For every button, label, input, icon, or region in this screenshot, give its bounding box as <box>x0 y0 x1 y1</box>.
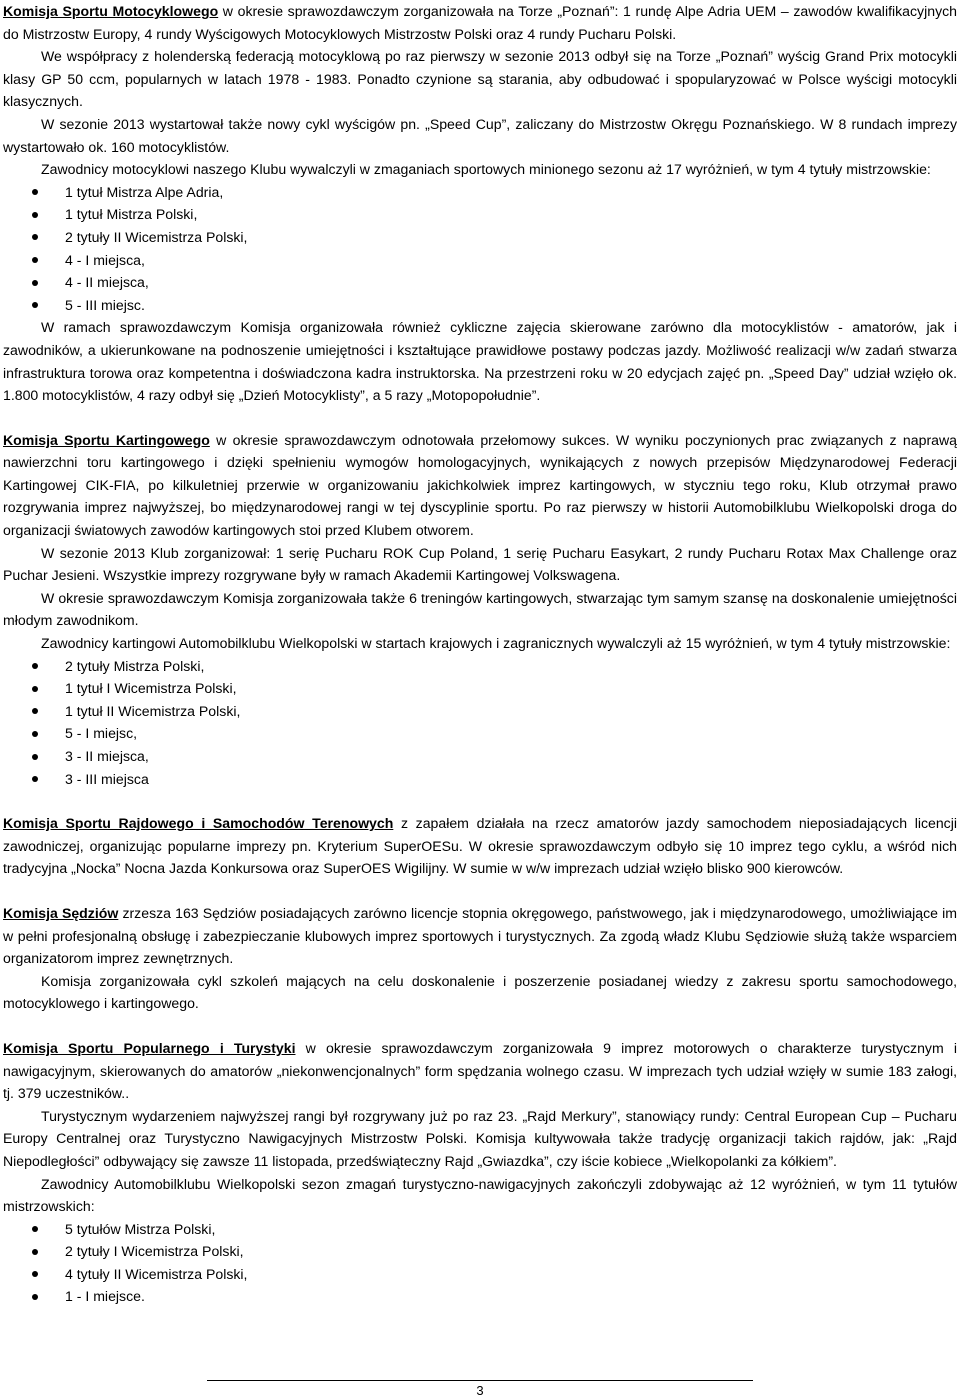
list-item: 5 tytułów Mistrza Polski, <box>3 1218 957 1241</box>
list-item: 1 tytuł I Wicemistrza Polski, <box>3 677 957 700</box>
karting-intro-text: w okresie sprawozdawczym odnotowała przełomowy sukces. W wyniku poczynionych prac związanych z naprawą nawierzchni toru kartingowego i dzięki spełnieniu wymogów homologacyjnych, wynikających z nowych przepisów Międzynarodowej Federacji Kartingowej CIK-FIA, po kilkuletniej przerwie w organizowaniu jakichkolwiek imprez kartingowych, w styczniu tego roku, Klub otrzymał prawo rozgrywania imprez najwyższej, bo międzynarodowej rangi w tej dyscyplinie sportu. Po raz pierwszy w historii Automobilklubu Wielkopolski droga do organizacji światowych zawodów kartingowych stoi przed Klubem otworem. <box>3 431 957 539</box>
bullet-icon <box>32 663 38 669</box>
section-spacer <box>3 407 957 429</box>
karting-paragraph-trainings: W okresie sprawozdawczym Komisja zorganizowała także 6 treningów kartingowych, stwarzając tym samym szansę na doskonalenie umiejętności młodym zawodnikom. <box>3 589 957 629</box>
rally-intro-text: z zapałem działała na rzecz amatorów jazdy samochodem nieposiadających licencji zawodniczej, organizując popularne imprezy pn. Kryterium SuperOESu. W okresie sprawozdawczym odbyło się 10 imprez tego cyklu, a wśród nich tradycyjna „Nocka” Nocna Jazda Konkursowa oraz SuperOES Wigilijny. W sumie w w/w imprezach udział wzięło blisko 900 kierowców. <box>3 815 957 877</box>
tourism-paragraph-rajd-merkury: Turystycznym wydarzeniem najwyższej rangi był rozgrywany już po raz 23. „Rajd Merkury”, stanowiący rundy: Central European Cup – Pucharu Europy Centralnej oraz Turystyczno Nawigacyjnych Mistrzostw Polski. Komisja kultywowała także tradycję organizacji takich rajdów, jak: „Rajd Niepodległości” odbywający się zawsze 11 listopada, przedświąteczny Rajd „Gwiazdka”, czy iście kobiece „Wielkopolanki za kółkiem”. <box>3 1107 957 1169</box>
bullet-icon <box>32 234 38 240</box>
list-item: 5 - III miejsc. <box>3 294 957 317</box>
list-item: 1 - I miejsce. <box>3 1285 957 1308</box>
karting-section-heading: Komisja Sportu Kartingowego <box>3 431 210 448</box>
list-item: 2 tytuły Mistrza Polski, <box>3 655 957 678</box>
tourism-awards-list <box>3 1218 957 1308</box>
bullet-icon <box>32 189 38 195</box>
document-page <box>3 0 957 1308</box>
bullet-icon <box>32 1271 38 1277</box>
list-item: 3 - III miejsca <box>3 768 957 791</box>
section-spacer <box>3 880 957 902</box>
bullet-icon <box>32 754 38 760</box>
karting-paragraph-season: W sezonie 2013 Klub zorganizował: 1 serię Pucharu ROK Cup Poland, 1 serię Pucharu Easykart, 2 rundy Pucharu Rotax Max Challenge oraz Puchar Jesieni. Wszystkie imprezy rozgrywane były w ramach Akademii Kartingowej Volkswagena. <box>3 544 957 584</box>
rally-section-heading: Komisja Sportu Rajdowego i Samochodów Terenowych <box>3 815 394 832</box>
bullet-icon <box>32 1249 38 1255</box>
motorcycle-awards-list <box>3 181 957 317</box>
motorcycle-paragraph-speed-cup: W sezonie 2013 wystartował także nowy cykl wyścigów pn. „Speed Cup”, zaliczany do Mistrzostw Okręgu Poznańskiego. W 8 rundach imprezy wystartowało ok. 160 motocyklistów. <box>3 115 957 155</box>
list-item: 4 - II miejsca, <box>3 271 957 294</box>
bullet-icon <box>32 257 38 263</box>
section-spacer <box>3 790 957 812</box>
list-item: 1 tytuł Mistrza Alpe Adria, <box>3 181 957 204</box>
list-item: 2 tytuły II Wicemistrza Polski, <box>3 226 957 249</box>
list-item: 4 tytuły II Wicemistrza Polski, <box>3 1263 957 1286</box>
motorcycle-intro-paragraph <box>3 0 957 45</box>
list-item: 1 tytuł II Wicemistrza Polski, <box>3 700 957 723</box>
bullet-icon <box>32 776 38 782</box>
motorcycle-paragraph-gp50: We współpracy z holenderską federacją motocyklową po raz pierwszy w sezonie 2013 odbył się na Torze „Poznań” wyścig Grand Prix motocykli klasy GP 50 ccm, popularnych w latach 1978 - 1983. Ponadto czynione są starania, aby odbudować i spopularyzować w Polsce wyścigi motocykli klasycznych. <box>3 48 957 110</box>
judges-section-heading: Komisja Sędziów <box>3 904 119 921</box>
judges-paragraph-training: Komisja zorganizowała cykl szkoleń mających na celu doskonalenie i poszerzenie posiadanej wiedzy z zakresu sportu samochodowego, motocyklowego i kartingowego. <box>3 972 957 1012</box>
tourism-section-heading: Komisja Sportu Popularnego i Turystyki <box>3 1039 296 1056</box>
bullet-icon <box>32 280 38 286</box>
motorcycle-intro-text: w okresie sprawozdawczym zorganizowała na Torze „Poznań”: 1 rundę Alpe Adria UEM – zawodów kwalifikacyjnych do Mistrzostw Europy, 4 rundy Wyścigowych Motocyklowych Mistrzostw Polski oraz 4 rundy Pucharu Polski. <box>3 3 957 42</box>
list-item: 5 - I miejsc, <box>3 722 957 745</box>
bullet-icon <box>32 1294 38 1300</box>
list-item: 2 tytuły I Wicemistrza Polski, <box>3 1240 957 1263</box>
bullet-icon <box>32 731 38 737</box>
list-item: 3 - II miejsca, <box>3 745 957 768</box>
karting-awards-list <box>3 655 957 791</box>
karting-intro-paragraph <box>3 429 957 542</box>
bullet-icon <box>32 212 38 218</box>
rally-intro-paragraph <box>3 812 957 880</box>
judges-intro-paragraph <box>3 902 957 970</box>
bullet-icon <box>32 302 38 308</box>
bullet-icon <box>32 686 38 692</box>
motorcycle-paragraph-awards: Zawodnicy motocyklowi naszego Klubu wywalczyli w zmaganiach sportowych minionego sezonu aż 17 wyróżnień, w tym 4 tytuły mistrzowskie: <box>41 161 931 178</box>
page-number: 3 <box>476 1383 484 1398</box>
motorcycle-paragraph-training: W ramach sprawozdawczym Komisja organizowała również cykliczne zajęcia skierowane zarówno dla motocyklistów - amatorów, jak i zawodników, a ukierunkowane na podnoszenie umiejętności i kształtujące prawidłowe postawy podczas jazdy. Możliwość realizacji w/w zadań stwarza infrastruktura torowa oraz kompetentna i doświadczona kadra instruktorska. Na przestrzeni roku w 20 edycjach zajęć pn. „Speed Day” udział wzięło ok. 1.800 motocyklistów, 4 razy odbył się „Dzień Motocyklisty”, a 5 razy „Motopopołudnie”. <box>3 319 957 404</box>
tourism-paragraph-awards: Zawodnicy Automobilklubu Wielkopolski sezon zmagań turystyczno-nawigacyjnych zakończyli zdobywając aż 12 wyróżnień, w tym 11 tytułów mistrzowskich: <box>3 1175 957 1215</box>
list-item: 4 - I miejsca, <box>3 249 957 272</box>
list-item: 1 tytuł Mistrza Polski, <box>3 203 957 226</box>
bullet-icon <box>32 708 38 714</box>
motorcycle-section-heading: Komisja Sportu Motocyklowego <box>3 3 219 19</box>
tourism-intro-text: w okresie sprawozdawczym zorganizowała 9 imprez motorowych o charakterze turystycznym i nawigacyjnym, skierowanych do amatorów „niekonwencjonalnych” form spędzania wolnego czasu. W imprezach tych udział wzięły w sumie 183 załogi, tj. 379 uczestników.. <box>3 1039 957 1102</box>
karting-paragraph-awards: Zawodnicy kartingowi Automobilklubu Wielkopolski w startach krajowych i zagranicznych wywalczyli aż 15 wyróżnień, w tym 4 tytuły mistrzowskie: <box>41 635 951 652</box>
section-spacer <box>3 1015 957 1037</box>
tourism-intro-paragraph <box>3 1037 957 1105</box>
judges-intro-text: zrzesza 163 Sędziów posiadających zarówno licencje stopnia okręgowego, państwowego, jak i międzynarodowego, umożliwiające im w pełni profesjonalną obsługę i zabezpieczanie klubowych imprez sportowych i turystycznych. Za zgodą władz Klubu Sędziowie służą także wsparciem organizatorom imprez zewnętrznych. <box>3 904 958 967</box>
bullet-icon <box>32 1226 38 1232</box>
footer-divider <box>207 1380 753 1381</box>
